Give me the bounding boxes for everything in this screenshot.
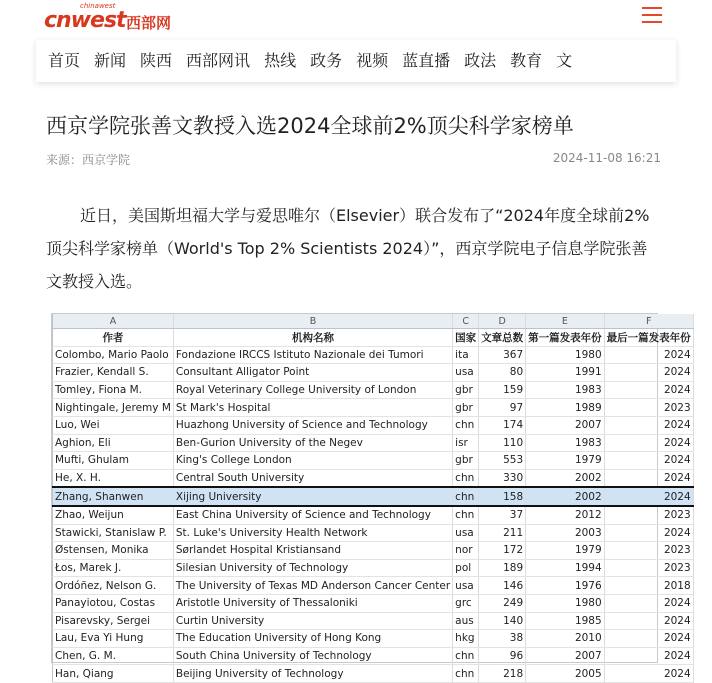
sheet-cell: Pisarevsky, Sergei [53, 612, 174, 630]
sheet-cell: Consultant Alligator Point [173, 364, 452, 382]
sheet-cell: 2023 [604, 506, 693, 524]
sheet-cell: 2018 [604, 577, 693, 595]
sheet-cell: 1979 [526, 452, 605, 470]
sheet-cell: C [453, 314, 479, 329]
sheet-cell: Beijing University of Technology [173, 665, 452, 683]
article-paragraph: 近日，美国斯坦福大学与爱思唯尔（Elsevier）联合发布了“2024年度全球前2%顶尖科学家榜单（World's Top 2% Scientists 2024）”，西京学院电子信息学院张善文教授入选。 [46, 206, 650, 291]
sheet-cell: Xijing University [173, 487, 452, 506]
sheet-cell: 2024 [604, 665, 693, 683]
sheet-cell: St. Luke's University Health Network [173, 524, 452, 542]
sheet-cell: ita [453, 346, 479, 364]
article-source: 来源：西京学院 [46, 153, 131, 167]
sheet-cell: 文章总数 [479, 329, 526, 347]
table-row [52, 346, 693, 364]
nav-item[interactable]: 新闻 [94, 51, 127, 70]
sheet-cell: Lau, Eva Yi Hung [53, 630, 174, 648]
sheet-cell: 1976 [526, 577, 605, 595]
sheet-cell: 2007 [526, 416, 605, 434]
table-row [52, 416, 693, 434]
sheet-cell: 158 [479, 487, 526, 506]
site-header [0, 0, 712, 36]
sheet-cell: Łos, Marek J. [53, 559, 174, 577]
sheet-cell: 553 [479, 452, 526, 470]
sheet-cell: Tomley, Fiona M. [53, 381, 174, 399]
sheet-cell: Luo, Wei [53, 416, 174, 434]
sheet-cell: Fondazione IRCCS Istituto Nazionale dei Tumori [173, 346, 452, 364]
sheet-cell: 最后一篇发表年份 [604, 329, 693, 347]
sheet-cell: 1980 [526, 346, 605, 364]
nav-item[interactable]: 视频 [356, 51, 389, 70]
sheet-cell: gbr [453, 381, 479, 399]
nav-item[interactable]: 首页 [48, 51, 81, 70]
sheet-cell: 2024 [604, 524, 693, 542]
table-row [52, 612, 693, 630]
sheet-cell: Royal Veterinary College University of London [173, 381, 452, 399]
sheet-cell: 97 [479, 399, 526, 417]
sheet-cell: 2024 [604, 487, 693, 506]
sheet-cell: 174 [479, 416, 526, 434]
table-row [52, 647, 693, 665]
sheet-cell: grc [453, 594, 479, 612]
sheet-cell: chn [453, 469, 479, 487]
sheet-cell: 2024 [604, 434, 693, 452]
sheet-cell: Han, Qiang [53, 665, 174, 683]
table-row [52, 506, 693, 524]
sheet-cell: chn [453, 416, 479, 434]
sheet-cell: 159 [479, 381, 526, 399]
sheet-cell: nor [453, 542, 479, 560]
sheet-cell: 249 [479, 594, 526, 612]
sheet-cell: 330 [479, 469, 526, 487]
nav-item[interactable]: 政法 [464, 51, 497, 70]
sheet-cell: 2003 [526, 524, 605, 542]
sheet-cell: 367 [479, 346, 526, 364]
sheet-cell: Mufti, Ghulam [53, 452, 174, 470]
column-letter-row [52, 314, 693, 329]
sheet-cell: 1991 [526, 364, 605, 382]
sheet-cell: 2024 [604, 594, 693, 612]
sheet-cell: South China University of Technology [173, 647, 452, 665]
sheet-cell: Zhang, Shanwen [53, 487, 174, 506]
sheet-cell: 172 [479, 542, 526, 560]
table-row [52, 577, 693, 595]
sheet-cell: usa [453, 524, 479, 542]
sheet-cell: A [53, 314, 174, 329]
sheet-cell: gbr [453, 452, 479, 470]
sheet-cell: King's College London [173, 452, 452, 470]
sheet-cell: 2012 [526, 506, 605, 524]
sheet-cell: chn [453, 487, 479, 506]
sheet-cell: Panayiotou, Costas [53, 594, 174, 612]
sheet-cell: hkg [453, 630, 479, 648]
sheet-cell: D [479, 314, 526, 329]
selected-table-row [52, 487, 693, 506]
sheet-cell: 1983 [526, 381, 605, 399]
logo-cn-text: 西部网 [126, 14, 172, 32]
sheet-cell: 2002 [526, 487, 605, 506]
sheet-cell: F [604, 314, 693, 329]
sheet-cell: 2024 [604, 381, 693, 399]
sheet-cell: usa [453, 364, 479, 382]
sheet-cell: 211 [479, 524, 526, 542]
sheet-cell: 机构名称 [173, 329, 452, 347]
sheet-cell: 96 [479, 647, 526, 665]
sheet-cell: 2024 [604, 630, 693, 648]
sheet-cell: 80 [479, 364, 526, 382]
sheet-cell: isr [453, 434, 479, 452]
sheet-cell: 1985 [526, 612, 605, 630]
logo-text: cnwest [44, 8, 126, 33]
table-row [52, 559, 693, 577]
sheet-cell: Aghion, Eli [53, 434, 174, 452]
table-row [52, 452, 693, 470]
sheet-cell: 2024 [604, 416, 693, 434]
table-row [52, 434, 693, 452]
nav-item[interactable]: 陕西 [140, 51, 173, 70]
sheet-cell: 2024 [604, 647, 693, 665]
sheet-cell: gbr [453, 399, 479, 417]
sheet-cell: East China University of Science and Technology [173, 506, 452, 524]
sheet-cell: 2024 [604, 452, 693, 470]
sheet-cell: Frazier, Kendall S. [53, 364, 174, 382]
sheet-cell: 作者 [53, 329, 174, 347]
nav-item[interactable]: 教育 [510, 51, 543, 70]
nav-item[interactable]: 蓝直播 [402, 51, 451, 70]
table-row [52, 381, 693, 399]
sheet-cell: 1994 [526, 559, 605, 577]
sheet-cell: The University of Texas MD Anderson Cancer Center [173, 577, 452, 595]
sheet-cell: Silesian University of Technology [173, 559, 452, 577]
sheet-cell: 第一篇发表年份 [526, 329, 605, 347]
sheet-cell: Colombo, Mario Paolo [53, 346, 174, 364]
table-row [52, 469, 693, 487]
table-row [52, 594, 693, 612]
sheet-cell: pol [453, 559, 479, 577]
sheet-cell: 2024 [604, 612, 693, 630]
sheet-cell: 2010 [526, 630, 605, 648]
sheet-cell: 1980 [526, 594, 605, 612]
sheet-cell: 2023 [604, 559, 693, 577]
sheet-cell: Ordóñez, Nelson G. [53, 577, 174, 595]
sheet-cell: 37 [479, 506, 526, 524]
table-row [52, 630, 693, 648]
article-title: 西京学院张善文教授入选2024全球前2%顶尖科学家榜单 [46, 114, 574, 138]
sheet-cell: chn [453, 647, 479, 665]
table-row [52, 524, 693, 542]
sheet-cell: 2023 [604, 542, 693, 560]
sheet-cell: Sørlandet Hospital Kristiansand [173, 542, 452, 560]
sheet-cell: Østensen, Monika [53, 542, 174, 560]
sheet-cell: 2005 [526, 665, 605, 683]
sheet-cell: The Education University of Hong Kong [173, 630, 452, 648]
field-header-row [52, 329, 693, 347]
table-row [52, 364, 693, 382]
sheet-cell: 1989 [526, 399, 605, 417]
logo-small-text: chinawest [80, 2, 116, 10]
sheet-cell: 189 [479, 559, 526, 577]
sheet-cell: 1983 [526, 434, 605, 452]
sheet-cell: 38 [479, 630, 526, 648]
sheet-cell: 218 [479, 665, 526, 683]
sheet-cell: 2024 [604, 469, 693, 487]
sheet-cell: St Mark's Hospital [173, 399, 452, 417]
sheet-cell: chn [453, 506, 479, 524]
ranking-spreadsheet-image [51, 313, 691, 680]
sheet-cell: Aristotle University of Thessaloniki [173, 594, 452, 612]
table-row [52, 542, 693, 560]
sheet-cell: 140 [479, 612, 526, 630]
sheet-cell: 2002 [526, 469, 605, 487]
hamburger-icon[interactable] [642, 7, 662, 25]
sheet-cell: 2007 [526, 647, 605, 665]
article-date: 2024-11-08 16:21 [552, 151, 661, 165]
sheet-cell: 2024 [604, 364, 693, 382]
nav-item[interactable]: 西部网讯 [186, 51, 251, 70]
sheet-cell: 国家 [453, 329, 479, 347]
sheet-cell: aus [453, 612, 479, 630]
sheet-cell: 146 [479, 577, 526, 595]
sheet-cell: Stawicki, Stanislaw P. [53, 524, 174, 542]
nav-item[interactable]: 政务 [310, 51, 343, 70]
sheet-cell: 2023 [604, 399, 693, 417]
sheet-cell: Nightingale, Jeremy M [53, 399, 174, 417]
channel-nav [36, 40, 676, 82]
sheet-cell: E [526, 314, 605, 329]
sheet-cell: Curtin University [173, 612, 452, 630]
sheet-cell: 110 [479, 434, 526, 452]
nav-item[interactable]: 文 [556, 51, 573, 70]
sheet-cell: Huazhong University of Science and Technology [173, 416, 452, 434]
sheet-cell: Central South University [173, 469, 452, 487]
sheet-cell: Ben-Gurion University of the Negev [173, 434, 452, 452]
nav-item[interactable]: 热线 [264, 51, 297, 70]
sheet-cell: Chen, G. M. [53, 647, 174, 665]
sheet-cell: 1979 [526, 542, 605, 560]
sheet-cell: B [173, 314, 452, 329]
table-row [52, 665, 693, 683]
sheet-cell: Zhao, Weijun [53, 506, 174, 524]
table-row [52, 399, 693, 417]
sheet-cell: chn [453, 665, 479, 683]
sheet-cell: He, X. H. [53, 469, 174, 487]
site-logo[interactable] [44, 4, 184, 32]
sheet-cell: 2024 [604, 346, 693, 364]
sheet-cell: usa [453, 577, 479, 595]
